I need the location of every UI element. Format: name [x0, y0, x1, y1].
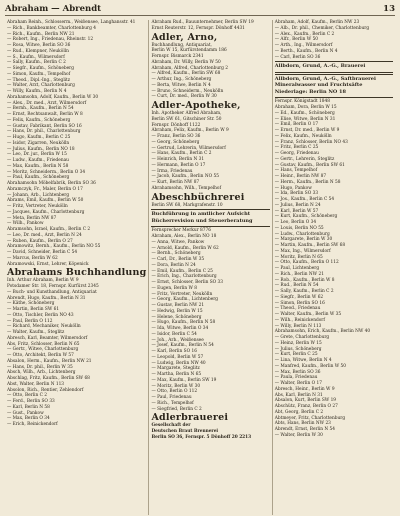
entry-line: — Richard, Mechaniker, Neukölln	[7, 324, 81, 330]
entry-line: — Siegfried, Berlin C 2	[151, 406, 202, 412]
entry-line: — Ruben, Kaufm., Berlin O 27	[7, 238, 73, 244]
entry-line: — Georg, Friedenau	[274, 151, 319, 156]
entry-line: Abts, Hans, Berlin NW 23	[274, 421, 331, 427]
entry-line: — Hans, Dr. phil., Berlin W 35	[7, 364, 73, 370]
entry-line: — Carl, Berlin SO 36	[274, 54, 321, 60]
entry-line: — Leo, Berlin O 34	[274, 220, 317, 225]
entry-line: — Ernst, Dr. med., Berlin W 9	[274, 128, 340, 133]
entry-line: — Gust., Pankow	[7, 410, 44, 416]
entry-line: — Leo, Dr. med., Arzt, Berlin N 24	[7, 232, 82, 238]
entry-line: Abs, Fritz, Schlosser, Berlin N 65	[7, 341, 80, 347]
entry-line: Inh. Arthur Abraham, Berlin W 9	[7, 278, 79, 284]
entry-line: — Hans, Kaufm., Berlin C 2	[151, 151, 212, 157]
entry-line: — Georg, Kaufm., Lichtenberg	[151, 297, 219, 303]
entry-line: Abramowitz, Bernh., Kaufm., Berlin NO 55	[7, 244, 101, 250]
entry-line: — Rud., Klempner, Neukölln	[7, 48, 69, 54]
entry-line: — Otto, Tischler, Berlin NO 43	[7, 312, 74, 318]
entry-line: Abrendt, Hugo, Kaufm., Berlin N 31	[7, 295, 86, 301]
entry-line: Abraham, Alex., Berlin NO 18	[151, 234, 217, 239]
entry-line: — Meta, Berlin NW 87	[7, 215, 57, 221]
entry-line: Abresch, Karl, Beamter, Wilmersdorf	[7, 335, 88, 341]
entry-line: — Leopold, Berlin W 57	[151, 354, 204, 360]
entry-line: — Hugo, Kaufm., Berlin C 25	[7, 135, 71, 140]
entry-line: Abraham Reinh., Schlosserm., Weißensee, Langhansstr. 41	[7, 20, 136, 25]
header-range: Abraham — Abrendt	[5, 4, 102, 14]
page-header	[5, 4, 395, 16]
entry-line: — Emil, Kaufm., Berlin C 25	[151, 268, 213, 274]
entry-line: — Erich, Reinickendorf	[7, 422, 58, 427]
entry-line: — Wilh., Reinickendorf	[274, 317, 325, 323]
entry-line: Abramsohn, Israel, Kaufm., Berlin C 2	[7, 227, 91, 232]
entry-line: Abrams, Emil, Kaufm., Berlin W 50	[7, 198, 84, 204]
entry-line: Abraham, Adolf, Kaufm., Berlin NW 23	[274, 20, 360, 25]
page-number: 13	[383, 4, 395, 14]
entry-line: — Martha, Berlin N 65	[151, 372, 202, 377]
entry-line: — Elise, Witwe, Berlin N 31	[274, 116, 336, 122]
entry-line: — David, Schneider, Berlin C 54	[7, 250, 78, 255]
entry-line: — Rich., Bankbeamter, Charlottenburg 4	[7, 25, 96, 31]
entry-line: Mineralwasser und Fruchtsäfte	[274, 82, 363, 89]
entry-line: — Lina, Witwe, Berlin N 4	[274, 358, 332, 363]
entry-line: — Wilh., Pankow	[7, 221, 44, 227]
columns	[5, 20, 395, 515]
entry-line: — Fritz, Vertreter, Neukölln	[151, 291, 213, 297]
column-3	[272, 20, 395, 515]
entry-line: — Anna, Witwe, Pankow	[151, 239, 205, 245]
entry-line: — Hugo, Kaufm., Berlin N 58	[151, 320, 216, 326]
entry-line: — Arthur, Ing., Schöneberg	[151, 77, 212, 82]
entry-line: — Kurt, Berlin C 25	[274, 352, 318, 358]
entry-line: Absch, Wilh., Arb., Lichtenberg	[7, 370, 76, 376]
entry-line: — S., Kaufm., Wilmersdorf	[7, 54, 65, 60]
entry-line: — Alex., Kaufm., Berlin C 2	[274, 31, 335, 37]
entry-line: — Gustav, Berlin NW 21	[151, 303, 205, 308]
entry-line: Fernspr. Königstadt 1848	[274, 99, 330, 105]
entry-line: — Otto, Architekt, Berlin W 57	[7, 353, 74, 358]
entry-line: — Hermann, Berlin O 17	[151, 162, 206, 168]
entry-line: Abrahamsohn, Erich, Kaufm., Berlin NW 40	[274, 329, 371, 335]
entry-line: — Leo, Dr. jur., Berlin W 15	[7, 152, 67, 158]
entry-line: — Max, Berlin SO 36	[274, 369, 321, 375]
entry-line: — Alex., Dr. med., Arzt, Wilmersdorf	[7, 100, 87, 106]
entry-line: — Ludwig, Berlin NW 40	[151, 360, 206, 366]
entry-line: Berlin SW 68, Markgrafenstr. 10	[151, 202, 223, 208]
entry-line: — Marcus, Berlin W 62	[7, 255, 58, 261]
entry-line: — Martin, Berlin SW 61	[7, 307, 60, 312]
entry-line: — Robert, Ing., Friedenau, Rheinstr. 12	[7, 37, 94, 43]
entry-line: — Simon, Berlin SO 16	[274, 300, 325, 306]
entry-line: Abrahamsohn Möbelfabrik, Berlin SO 36	[7, 181, 96, 186]
entry-line: — Hedwig, Berlin W 15	[151, 308, 203, 314]
entry-line: — Paul, Friedenau	[151, 395, 192, 400]
entry-line: — Johann, Arb., Lichtenberg	[7, 192, 70, 198]
entry-line: Buchhandlung, Antiquariat,	[151, 42, 212, 48]
entry-line: — Moritz, Schneiderm., Berlin O 34	[7, 169, 86, 175]
entry-line: — Ida, Berlin SO 33	[274, 191, 319, 197]
entry-line: — Bernh., Kaufm., Berlin N 54	[7, 106, 74, 112]
entry-line: — Hugo, Pankow	[274, 185, 312, 191]
entry-line: — Arnold, Kaufm., Berlin W 62	[151, 245, 219, 251]
entry-line: — Margarete, Steglitz	[151, 366, 200, 372]
entry-line: — Manfred, Kaufm., Berlin W 50	[274, 363, 346, 369]
entry-line: Abrahamsohn, Adolf, Kaufm., Berlin W 30	[7, 94, 99, 100]
entry-line: Abs, Karl, Berlin N 31	[274, 392, 323, 398]
entry-line: — Paula, Friedenau	[274, 375, 318, 381]
entry-line: — Moritz, Berlin N 65	[274, 254, 323, 260]
entry-line: — Bernh., Schöneberg	[151, 251, 201, 257]
entry-line: Abraham, Felix, Kaufm., Berlin W 9	[151, 128, 229, 134]
entry-line: — Emil, Berlin O 17	[274, 122, 319, 128]
entry-line: — Paul, Berlin O 112	[7, 318, 53, 324]
entry-line: — Eugen, Berlin W 8	[151, 285, 197, 291]
entry-line: — Fritz, Vertreter, Neukölln	[7, 204, 68, 209]
entry-line: — Walter, Kaufm., Berlin W 35	[274, 312, 342, 317]
col3-framed-ad	[275, 74, 393, 99]
entry-line: — Max, Ing., Wilmersdorf	[274, 248, 331, 254]
col3-banner: Allbdorn, Grund, A.-G., Brauerei	[275, 61, 393, 73]
entry-line: — Bruno, Schneiderm., Neukölln	[151, 88, 224, 94]
entry-line: — Jacob, Kaufm., Berlin NO 55	[151, 174, 219, 180]
entry-line: Abraham, Dora, Berlin W 15	[274, 105, 337, 110]
entry-line: — Irma, Friedenau	[151, 168, 193, 174]
entry-line: Absalon, Kurt, Berlin SW 19	[274, 398, 337, 404]
entry-line: — Julius, Kaufm., Berlin NO 18	[7, 146, 75, 152]
entry-line: — Alfr., Berlin W 50	[274, 37, 319, 43]
column-2	[148, 20, 271, 515]
entry-line: — Felix, Kaufm., Neukölln	[274, 133, 332, 139]
entry-line: — Paul, Kaufm., Schöneberg	[7, 175, 70, 181]
entry-line: — Otto, Berlin O 112	[151, 389, 198, 395]
entry-line: Abst, Walter, Berlin N 113	[7, 381, 65, 387]
entry-line: — Heinrich, Berlin N 31	[151, 157, 205, 162]
entry-line: — Ludw., Charlottenburg	[274, 231, 330, 237]
entry-line: Potsdamer Str. 18, Fernspr. Kurfürst 2345	[7, 284, 99, 289]
entry-line: — Buch- und Kunsthandlung, Antiquariat	[7, 289, 97, 295]
entry-line: — Willy, Berlin N 113	[274, 323, 322, 329]
col2-banner-4: Adlerbrauerei	[151, 412, 229, 424]
entry-line: — Walter, Berlin O 17	[274, 381, 322, 386]
entry-line: — Gertrud, Lehrerin, Wilmersdorf	[151, 145, 226, 151]
entry-line: Deutschen Braut Brennerei	[151, 429, 219, 434]
entry-line: Ernst Reuterstr. 12, Fernspr. Dönhoff 4431	[151, 25, 245, 31]
entry-line: — Gertr., Lehrerin, Steglitz	[274, 156, 335, 162]
entry-line: — Alb., Dr. phil., Chemiker, Charlottenburg	[274, 25, 370, 31]
entry-line: — Ida, Witwe, Berlin O 34	[151, 326, 209, 331]
entry-line: Fernspr. Bismarck 2341	[151, 54, 204, 59]
entry-line: Abtmeyer, Fritz, Charlottenburg	[274, 415, 346, 421]
entry-line: — Sally, Kaufm., Berlin C 2	[7, 60, 66, 66]
entry-line: — Siegfr., Kaufm., Schöneberg	[7, 66, 74, 71]
entry-line: Abt, Georg, Berlin C 2	[274, 409, 324, 415]
entry-line: Buchführung in amtlicher Aufsicht	[151, 211, 251, 218]
entry-line: — Rich., Berlin NW 21	[274, 271, 324, 277]
col1-lead	[7, 20, 146, 267]
col2-after-1	[151, 43, 269, 101]
entry-line: — Paul, Lichtenberg	[274, 266, 320, 271]
col2-framed-ad	[151, 209, 269, 227]
entry-line: Abresch, Heinr., Berlin W 9	[274, 386, 335, 392]
col2-after-2	[151, 111, 269, 192]
entry-line: Abrendt, Ernst, Berlin N 54	[274, 427, 336, 432]
entry-line: Berlin W 15, Kurfürstendamm 186	[151, 48, 227, 54]
col2-after-3	[151, 203, 269, 209]
entry-line: Abschlag, Fritz, Kaufm., Berlin SW 68	[7, 376, 90, 381]
entry-line: — Berth., Kaufm., Berlin N 4	[274, 48, 338, 54]
entry-line: Abschütz, Franz, Berlin O 27	[274, 404, 338, 409]
entry-line: — Ludw., Kaufm., Friedenau	[7, 158, 69, 163]
entry-line: — Theod., Friedenau	[274, 306, 321, 312]
col3-lead	[275, 20, 393, 60]
entry-line: — Isidor, Berlin C 54	[151, 331, 197, 337]
entry-line: — Rob., Kaufm., Berlin W 8	[274, 277, 335, 283]
entry-line: — Margarete, Berlin W 30	[274, 237, 333, 243]
entry-line: — Max, Berlin O 34	[7, 416, 50, 422]
col2-after-4	[151, 423, 269, 440]
entry-line: — Felix, Kaufm., Schöneberg	[7, 117, 71, 123]
entry-line: Inh. Apotheker Alfred Abraham,	[151, 111, 222, 116]
entry-line: — Herm., Kaufm., Berlin N 58	[274, 179, 341, 185]
entry-line: — Helene, Schöneberg	[151, 314, 202, 320]
entry-line: — Theod., Dipl.-Ing., Steglitz	[7, 77, 71, 83]
entry-line: — Heinr., Berlin NW 87	[274, 174, 327, 179]
entry-line: — Rich., Kaufm., Berlin NW 21	[7, 31, 75, 37]
entry-line: — Walter, Berlin W 30	[274, 432, 323, 438]
col2-banner-1: Adler, Arno,	[151, 31, 218, 43]
col2-banner-3: Abeschbüchrerei	[151, 191, 245, 203]
entry-line: — Kurt, Berlin NW 87	[151, 180, 200, 185]
entry-line: — Josef, Kaufm., Berlin N 54	[151, 343, 214, 349]
entry-line: Abramczyk, Fr., Maler, Berlin O 17	[7, 186, 83, 192]
entry-line: — Martin, Kaufm., Berlin SW 68	[274, 243, 346, 248]
col1-tail	[7, 278, 146, 428]
entry-line: — Rich., Tempelhof	[151, 400, 194, 406]
entry-line: Niederlage: Berlin NO 18	[274, 88, 346, 95]
entry-line: — Willy, Kaufm., Berlin N 4	[7, 89, 67, 94]
entry-line: — Ernst, Rechtsanwalt, Berlin W 8	[7, 112, 83, 117]
entry-line: — Arth., Ing., Wilmersdorf	[274, 43, 333, 48]
entry-line: — Georg, Schöneberg	[151, 139, 200, 145]
entry-line: — Julius, Schöneberg	[274, 346, 322, 352]
entry-line: — Heinz, Berlin W 15	[274, 340, 322, 346]
entry-line: — Otto, Berlin C 2	[7, 393, 47, 399]
entry-line: Abraham, Dr. Willy, Berlin W 50	[151, 59, 221, 65]
entry-line: — Curt, Dr. med., Berlin W 30	[151, 94, 217, 100]
entry-line: — Grete, Charlottenburg	[274, 335, 330, 340]
entry-line: — Alfred, Kaufm., Berlin SW 68	[151, 71, 221, 77]
entry-line: Absalon, Herm., Kaufm., Berlin NW 21	[7, 358, 92, 364]
entry-line: Fernspr. Dönhoff 1122	[151, 122, 201, 128]
entry-line: — Carl, Dr., Berlin W 35	[151, 257, 205, 262]
entry-line: — Louis, Berlin NO 55	[274, 225, 324, 231]
entry-line: Abrahamsohn, Wilh., Tempelhof	[151, 185, 222, 191]
entry-line: — Max, Kaufm., Berlin SW 19	[151, 377, 217, 383]
entry-line: — Moritz, Berlin W 30	[151, 383, 201, 389]
entry-line: — Berta, Witwe, Berlin N 4	[151, 82, 211, 88]
entry-line: Gesellschaft der	[151, 423, 191, 429]
entry-line: Abraham Rud., Bauunternehmer, Berlin SW 19	[151, 20, 254, 25]
entry-line: — Ed., Kaufm., Schöneberg	[274, 110, 335, 116]
entry-line: — Gustav, Kaufm., Berlin SW 61	[274, 162, 345, 168]
entry-line: — Karl, Berlin N 58	[7, 404, 50, 410]
entry-line: — Sally, Kaufm., Berlin C 2	[274, 289, 334, 294]
entry-line: — Jos., Kaufm., Berlin C 54	[274, 197, 335, 202]
entry-line: — Simon, Kaufm., Tempelhof	[7, 71, 71, 77]
entry-line: — Hans, Dr. phil., Charlottenburg	[7, 129, 81, 135]
entry-line: — Hans, Tempelhof	[274, 168, 318, 174]
entry-line: Absolon, Rich., Rentier, Zehlendorf	[7, 387, 84, 393]
entry-line: — Gertr., Witwe, Charlottenburg	[7, 347, 79, 353]
entry-line: Abramowski, Ernst, Lehrer, Köpenick	[7, 261, 89, 267]
entry-line: — Rud., Berlin N 54	[274, 283, 319, 289]
entry-line: Fernsprecher Merkur 8776	[151, 228, 211, 234]
entry-line: — Franz, Schlosser, Berlin NO 43	[274, 139, 348, 145]
entry-line: — Käthe, Schöneberg	[7, 301, 55, 307]
entry-line: Berlin SW 61, Gitschiner Str. 50	[151, 116, 222, 122]
entry-line: — Rosa, Witwe, Berlin SO 36	[7, 43, 71, 48]
col3-after	[275, 99, 393, 438]
col2-tail	[151, 228, 269, 412]
col2-banner-2: Adler-Apotheke,	[151, 100, 241, 111]
entry-line: — Julius, Berlin N 24	[274, 202, 321, 208]
entry-line: — Joh., Arb., Weißensee	[151, 337, 204, 343]
entry-line: — Fritz, Berlin C 25	[274, 145, 319, 151]
entry-line: — Max, Kaufm., Berlin N 58	[7, 163, 69, 169]
col1-banner: Abrahams Buchhandlung	[7, 267, 147, 279]
entry-line: — Franz, Berlin SO 36	[151, 134, 201, 139]
entry-line: — Gustav, Fabrikant, Berlin SO 16	[7, 123, 82, 129]
entry-line: — Walter, Kaufm., Steglitz	[7, 330, 65, 335]
entry-line: — Jacques, Kaufm., Charlottenburg	[7, 209, 85, 215]
entry-line: Allbdorn, Grund, A.-G., Saftbrauerei	[274, 75, 376, 82]
entry-line: Abraham, Alfred, Charlottenburg 2	[151, 65, 229, 71]
entry-line: — Erich, Ing., Charlottenburg	[151, 274, 217, 280]
entry-line: — Karl, Berlin SO 16	[151, 349, 197, 354]
entry-line: — Siegfr., Berlin W 62	[274, 294, 324, 300]
entry-line: Berlin SO 36, Fernspr. 5 Dönhoff 20 2213	[151, 434, 252, 440]
entry-line: — Otto, Kaufm., Berlin O 112	[274, 260, 339, 266]
entry-line: — Ferd., Berlin SO 33	[7, 399, 55, 404]
entry-line: — Karl, Berlin W 57	[274, 208, 319, 214]
entry-line: — Isidor, Zigarren, Neukölln	[7, 140, 70, 146]
entry-line: — Dora, Berlin N 24	[151, 262, 196, 268]
entry-line: — Kurt, Kaufm., Schöneberg	[274, 214, 338, 220]
col2-lead	[151, 20, 269, 32]
entry-line: — Ernst, Schlosser, Berlin SO 33	[151, 280, 224, 285]
column-1	[5, 20, 148, 515]
entry-line: Bücherrevision und Steuerberatung	[151, 217, 253, 224]
entry-line: — Walter, Arzt, Charlottenburg	[7, 83, 75, 89]
